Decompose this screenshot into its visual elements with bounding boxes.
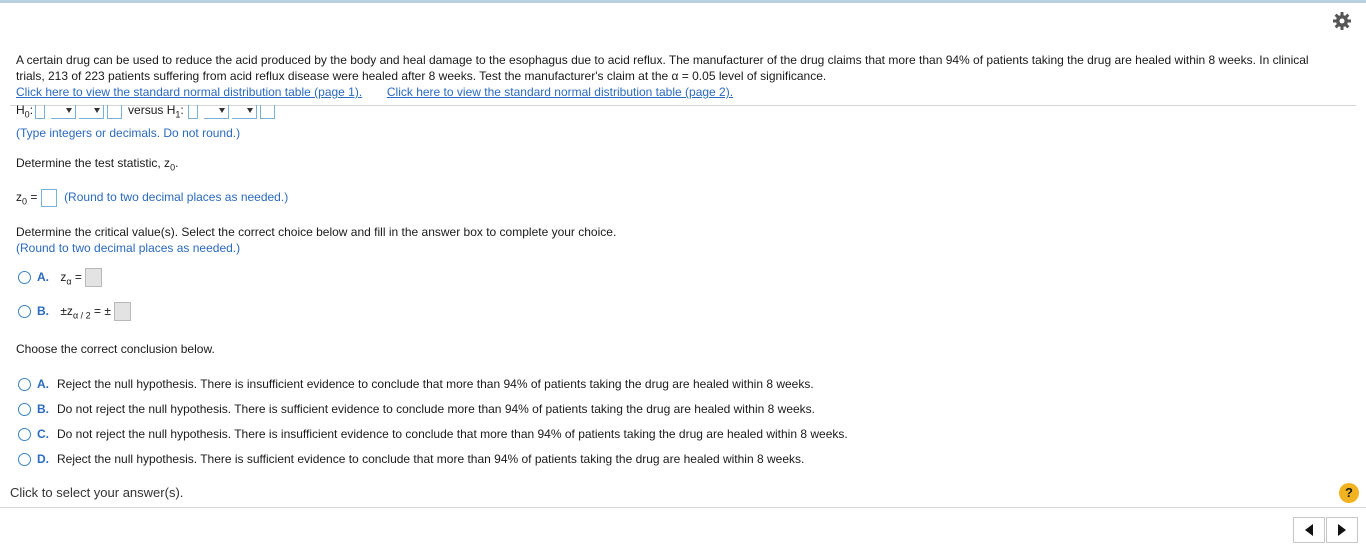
hypotheses-note: (Type integers or decimals. Do not round.) (16, 126, 241, 140)
h0-parameter-box[interactable] (35, 105, 45, 119)
h1-parameter-dropdown[interactable] (204, 105, 229, 119)
h0-label: $H_0$: (16, 103, 34, 120)
table-links (16, 85, 733, 99)
gear-icon[interactable] (1332, 11, 1352, 31)
hypotheses-row (16, 103, 281, 120)
radio-button[interactable] (18, 378, 31, 391)
radio-button[interactable] (18, 453, 31, 466)
conclusion-option-c[interactable]: C. Do not reject the null hypothesis. There is insufficient evidence to conclude that more than 94% of patients taking the drug are healed within 8 weeks. (18, 427, 848, 441)
critical-prompt: Determine the critical value(s). Select the correct choice below and fill in the answer box to complete your choice. (16, 225, 617, 239)
h1-label: versus $H_1$: (128, 103, 184, 120)
help-icon[interactable]: ? (1339, 483, 1359, 503)
h1-operator-dropdown[interactable] (232, 105, 257, 119)
top-accent-bar (0, 0, 1366, 3)
right-arrow-icon (1338, 524, 1346, 536)
h1-parameter-box[interactable] (188, 105, 198, 119)
h0-value-input[interactable] (107, 105, 122, 119)
critical-note: (Round to two decimal places as needed.) (16, 241, 241, 255)
h1-value-input[interactable] (260, 105, 275, 119)
test-stat-prompt: Determine the test statistic, $z_0$. (16, 156, 179, 173)
conclusion-option-d[interactable]: D. Reject the null hypothesis. There is sufficient evidence to conclude that more than 94% of patients taking the drug are healed within 8 weeks. (18, 452, 804, 466)
critical-option-b[interactable]: B. $\pm z_{\alpha / 2}$ = ± (18, 302, 131, 321)
left-arrow-icon (1305, 524, 1313, 536)
normal-table-link-page-1[interactable]: Click here to view the standard normal distribution table (page 1). (16, 85, 363, 99)
z0-input[interactable] (41, 189, 57, 207)
previous-button[interactable] (1293, 517, 1325, 543)
footer-divider (0, 507, 1366, 508)
z0-label: $z_0$ = (16, 190, 38, 207)
z0-note: (Round to two decimal places as needed.) (64, 190, 289, 205)
critical-a-input[interactable] (85, 268, 102, 287)
critical-b-expr: $\pm z_{\alpha / 2}$ = ± (60, 303, 111, 321)
radio-button[interactable] (18, 403, 31, 416)
radio-button[interactable] (18, 428, 31, 441)
next-button[interactable] (1326, 517, 1358, 543)
status-message: Click to select your answer(s). (10, 485, 184, 500)
conclusion-option-a[interactable]: A. Reject the null hypothesis. There is insufficient evidence to conclude that more than 94% of patients taking the drug are healed within 8 weeks. (18, 377, 814, 391)
critical-b-input[interactable] (114, 302, 131, 321)
problem-statement: A certain drug can be used to reduce the acid produced by the body and heal damage to the esophagus due to acid reflux. The manufacturer of the drug claims that more than 94% of patients taking the drug are healed within 8 weeks. In clinical trials, 213 of 223 patients suffering from acid reflux disease were healed after 8 weeks. Test the manufacturer's claim at the α = 0.05 level of significance. (16, 53, 1309, 83)
normal-table-link-page-2[interactable]: Click here to view the standard normal distribution table (page 2). (386, 85, 734, 99)
conclusion-option-b[interactable]: B. Do not reject the null hypothesis. There is sufficient evidence to conclude more than 94% of patients taking the drug are healed within 8 weeks. (18, 402, 815, 416)
critical-a-expr: $z_\alpha$ = (60, 269, 82, 287)
radio-button[interactable] (18, 305, 31, 318)
conclusion-prompt: Choose the correct conclusion below. (16, 342, 215, 356)
critical-option-a[interactable]: A. $z_\alpha$ = (18, 268, 102, 287)
test-stat-answer-row (16, 189, 288, 207)
radio-button[interactable] (18, 271, 31, 284)
h0-operator-dropdown[interactable] (79, 105, 104, 119)
h0-parameter-dropdown[interactable] (51, 105, 76, 119)
